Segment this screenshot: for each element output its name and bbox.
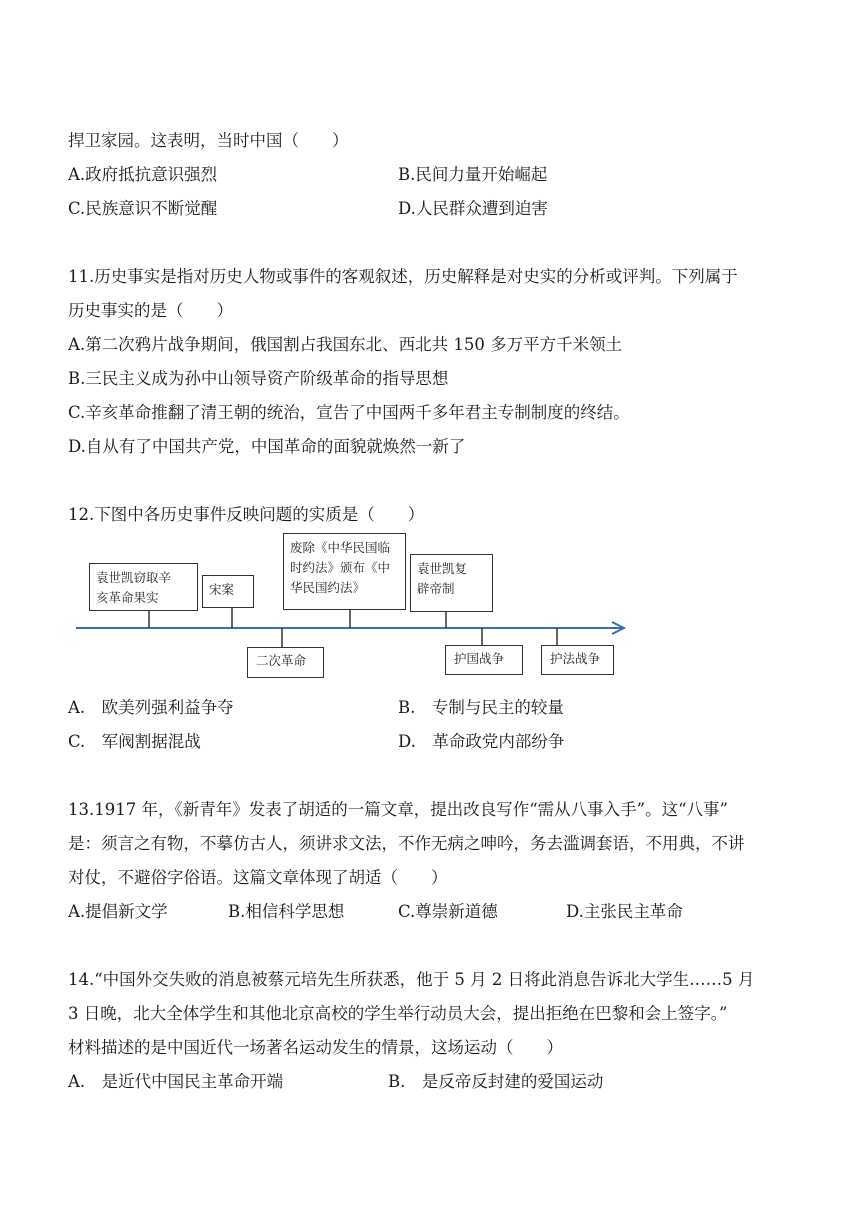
- q13-option-b: B.相信科学思想: [228, 902, 345, 921]
- timeline-box-above: [89, 563, 198, 611]
- timeline-box-text: 辟帝制: [417, 581, 455, 596]
- q10-option-c: C.民族意识不断觉醒: [68, 199, 218, 218]
- q13-option-d: D.主张民主革命: [566, 902, 683, 921]
- timeline-box-text: 袁世凯窃取辛: [96, 570, 172, 585]
- q13-option-c: C.尊崇新道德: [398, 902, 498, 921]
- timeline-box-text: 华民国约法》: [290, 580, 366, 595]
- timeline-box-text: 护国战争: [454, 651, 505, 666]
- timeline-box-above: [283, 533, 406, 610]
- timeline-box-below: [247, 647, 324, 678]
- timeline-box-text: 宋案: [209, 582, 235, 597]
- q10-option-b: B.民间力量开始崛起: [398, 165, 548, 184]
- q12-option-a: A. 欧美列强利益争夺: [68, 698, 234, 717]
- timeline-box-below: [541, 645, 614, 675]
- timeline-box-text: 护法战争: [550, 651, 601, 666]
- q11-option-a: A.第二次鸦片战争期间，俄国割占我国东北、西北共 150 多万平方千米领土: [68, 335, 623, 354]
- timeline-box-above: [202, 575, 254, 608]
- timeline-box-text: 二次革命: [256, 653, 307, 668]
- q12-option-d: D. 革命政党内部纷争: [398, 732, 565, 751]
- q13-stem-line1: 13.1917 年，《新青年》发表了胡适的一篇文章，提出改良写作“需从八事入手”。这“八事”: [68, 800, 728, 819]
- timeline-box-text: 废除《中华民国临: [290, 540, 391, 555]
- timeline-box-text: 时约法》颁布《中: [290, 560, 391, 575]
- q13-stem-line3: 对仗，不避俗字俗语。这篇文章体现了胡适（ ）: [68, 868, 448, 887]
- q12-option-c: C. 军阀割据混战: [68, 732, 201, 751]
- q14-option-a: A. 是近代中国民主革命开端: [68, 1072, 284, 1091]
- q14-option-b: B. 是反帝反封建的爱国运动: [388, 1072, 604, 1091]
- q11-stem-line1: 11.历史事实是指对历史人物或事件的客观叙述，历史解释是对史实的分析或评判。下列属于: [68, 267, 738, 286]
- q10-option-d: D.人民群众遭到迫害: [398, 199, 548, 218]
- q10-stem-tail: 捍卫家园。这表明，当时中国（ ）: [68, 131, 349, 150]
- q11-option-b: B.三民主义成为孙中山领导资产阶级革命的指导思想: [68, 369, 449, 388]
- timeline-box-above: [410, 554, 493, 612]
- q12-option-b: B. 专制与民主的较量: [398, 698, 564, 717]
- q13-option-a: A.提倡新文学: [68, 902, 168, 921]
- q12-stem: 12.下图中各历史事件反映问题的实质是（ ）: [68, 505, 425, 524]
- q14-stem-line2: 3 日晚，北大全体学生和其他北京高校的学生举行动员大会，提出拒绝在巴黎和会上签字。”: [68, 1004, 728, 1023]
- q11-stem-line2: 历史事实的是（ ）: [68, 301, 233, 320]
- q11-option-d: D.自从有了中国共产党，中国革命的面貌就焕然一新了: [68, 437, 466, 456]
- q14-stem-line1: 14.“中国外交失败的消息被蔡元培先生所获悉，他于 5 月 2 日将此消息告诉北大学生……5 月: [68, 970, 755, 989]
- timeline-box-below: [445, 645, 523, 675]
- q14-stem-line3: 材料描述的是中国近代一场著名运动发生的情景，这场运动（ ）: [68, 1038, 563, 1057]
- q11-option-c: C.辛亥革命推翻了清王朝的统治，宣告了中国两千多年君主专制制度的终结。: [68, 403, 630, 422]
- q13-stem-line2: 是：须言之有物，不摹仿古人，须讲求文法，不作无病之呻吟，务去滥调套语，不用典，不讲: [68, 834, 745, 853]
- q10-option-a: A.政府抵抗意识强烈: [68, 165, 218, 184]
- timeline-box-text: 袁世凯复: [417, 561, 468, 576]
- timeline-box-text: 亥革命果实: [96, 590, 159, 605]
